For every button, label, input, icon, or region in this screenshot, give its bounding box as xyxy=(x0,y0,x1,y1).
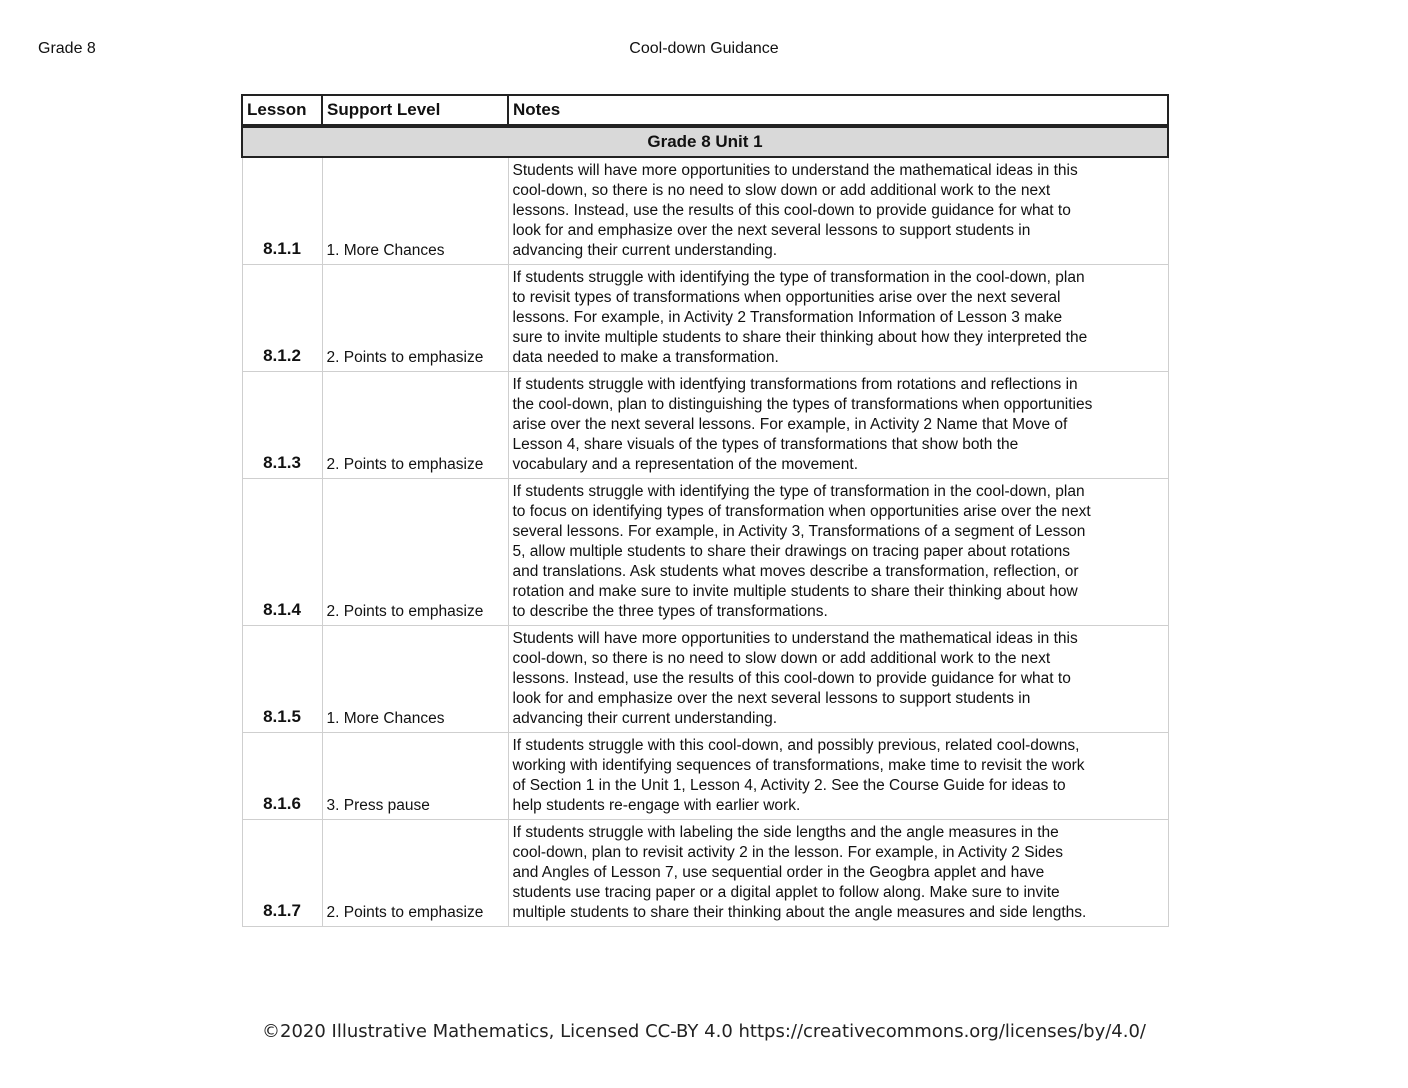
lesson-cell: 8.1.2 xyxy=(242,265,322,372)
notes-cell: Students will have more opportunities to understand the mathematical ideas in this cool-down, so there is no need to slow down or add additional work to the next lessons. Instead, use the results of this cool-down to provide guidance for what to look for and emphasize over the next several lessons to support students in advancing their current understanding. xyxy=(508,157,1168,265)
support-level-cell: 2. Points to emphasize xyxy=(322,372,508,479)
lesson-cell: 8.1.6 xyxy=(242,733,322,820)
table-header-row xyxy=(242,95,1168,125)
unit-title: Grade 8 Unit 1 xyxy=(242,127,1168,157)
support-level-cell: 2. Points to emphasize xyxy=(322,265,508,372)
notes-cell: If students struggle with identifying the type of transformation in the cool-down, plan to revisit types of transformations when opportunities arise over the next several lessons. For example, in Activity 2 Transformation Information of Lesson 3 make sure to invite multiple students to share their thinking about how they interpreted the data needed to make a transformation. xyxy=(508,265,1168,372)
column-header-lesson: Lesson xyxy=(242,95,322,125)
page-header-title: Cool-down Guidance xyxy=(629,40,779,57)
support-level-cell: 3. Press pause xyxy=(322,733,508,820)
lesson-cell: 8.1.7 xyxy=(242,820,322,927)
cooldown-guidance-table xyxy=(241,94,1169,927)
page-header-grade: Grade 8 xyxy=(38,40,96,57)
lesson-cell: 8.1.3 xyxy=(242,372,322,479)
unit-heading-row xyxy=(242,127,1168,157)
notes-cell: If students struggle with this cool-down, and possibly previous, related cool-downs, working with identifying sequences of transformations, make time to revisit the work of Section 1 in the Unit 1, Lesson 4, Activity 2. See the Course Guide for ideas to help students re-engage with earlier work. xyxy=(508,733,1168,820)
lesson-cell: 8.1.4 xyxy=(242,479,322,626)
support-level-cell: 1. More Chances xyxy=(322,157,508,265)
license-footer: ©2020 Illustrative Mathematics, Licensed CC-BY 4.0 https://creativecommons.org/licenses/by/4.0/ xyxy=(262,1021,1146,1042)
table-row xyxy=(242,372,1168,479)
notes-cell: If students struggle with labeling the side lengths and the angle measures in the cool-down, plan to revisit activity 2 in the lesson. For example, in Activity 2 Sides and Angles of Lesson 7, use sequential order in the Geogbra applet and have students use tracing paper or a digital applet to follow along. Make sure to invite multiple students to share their thinking about the angle measures and side lengths. xyxy=(508,820,1168,927)
table-row xyxy=(242,157,1168,265)
lesson-cell: 8.1.1 xyxy=(242,157,322,265)
notes-cell: If students struggle with identfying transformations from rotations and reflections in the cool-down, plan to distinguishing the types of transformations when opportunities arise over the next several lessons. For example, in Activity 2 Name that Move of Lesson 4, share visuals of the types of transformations that show both the vocabulary and a representation of the movement. xyxy=(508,372,1168,479)
support-level-cell: 2. Points to emphasize xyxy=(322,479,508,626)
table-row xyxy=(242,626,1168,733)
support-level-cell: 1. More Chances xyxy=(322,626,508,733)
table-row xyxy=(242,820,1168,927)
lesson-cell: 8.1.5 xyxy=(242,626,322,733)
table-row xyxy=(242,733,1168,820)
column-header-notes: Notes xyxy=(508,95,1168,125)
notes-cell: If students struggle with identifying the type of transformation in the cool-down, plan to focus on identifying types of transformation when opportunities arise over the next several lessons. For example, in Activity 3, Transformations of a segment of Lesson 5, allow multiple students to share their drawings on tracing paper about rotations and translations. Ask students what moves describe a transformation, reflection, or rotation and make sure to invite multiple students to share their thinking about how to describe the three types of transformations. xyxy=(508,479,1168,626)
table-row xyxy=(242,479,1168,626)
column-header-support-level: Support Level xyxy=(322,95,508,125)
notes-cell: Students will have more opportunities to understand the mathematical ideas in this cool-down, so there is no need to slow down or add additional work to the next lessons. Instead, use the results of this cool-down to provide guidance for what to look for and emphasize over the next several lessons to support students in advancing their current understanding. xyxy=(508,626,1168,733)
table-row xyxy=(242,265,1168,372)
support-level-cell: 2. Points to emphasize xyxy=(322,820,508,927)
